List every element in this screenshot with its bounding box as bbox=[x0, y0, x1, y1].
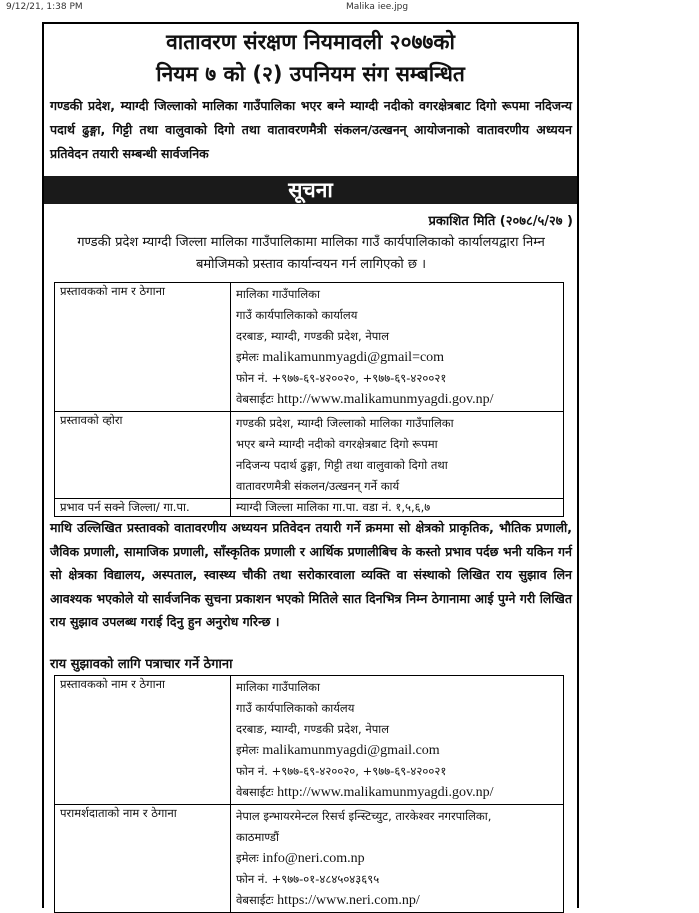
proposal-line: भएर बग्ने म्याग्दी नदीको वगरक्षेत्रबाट दिगो रूपमा bbox=[236, 437, 438, 451]
proponent-label: प्रस्तावकको नाम र ठेगाना bbox=[55, 676, 231, 805]
proponent-label: प्रस्तावकको नाम र ठेगाना bbox=[55, 283, 231, 412]
published-date: प्रकाशित मिति (२०७८/५/२७ ) bbox=[428, 214, 573, 229]
proponent-phone: फोन नं. +९७७-६९-४२००२०, +९७७-६९-४२००२१ bbox=[236, 764, 447, 778]
table-row bbox=[55, 676, 564, 805]
proponent-email: malikamunmyagdi@gmail.com bbox=[262, 743, 440, 758]
correspondence-table bbox=[54, 675, 564, 913]
proponent-line: मालिका गाउँपालिका bbox=[236, 287, 320, 301]
website-label: वेबसाईटः bbox=[236, 785, 274, 799]
affected-area-label: प्रभाव पर्न सक्ने जिल्ला/ गा.पा. bbox=[55, 499, 231, 517]
proponent-details bbox=[231, 283, 564, 412]
consultant-details bbox=[231, 805, 564, 913]
consultant-phone: फोन नं. +९७७-०१-४८४५०४३६९५ bbox=[236, 872, 380, 886]
proponent-line: मालिका गाउँपालिका bbox=[236, 680, 320, 694]
proposal-line: गण्डकी प्रदेश, म्याग्दी जिल्लाको मालिका गाउँपालिका bbox=[236, 416, 454, 430]
correspondence-heading: राय सुझावको लागि पत्राचार गर्ने ठेगाना bbox=[50, 657, 233, 672]
proponent-website: http://www.malikamunmyagdi.gov.np/ bbox=[277, 785, 494, 800]
website-label: वेबसाईटः bbox=[236, 893, 274, 907]
public-notice bbox=[42, 22, 579, 908]
proposal-line: वातावरणमैत्री संकलन/उत्खनन् गर्ने कार्य bbox=[236, 479, 400, 493]
table-row bbox=[55, 412, 564, 499]
proponent-email: malikamunmyagdi@gmail=com bbox=[262, 350, 445, 365]
heading-line-1: वातावरण संरक्षण नियमावली २०७७को bbox=[166, 30, 455, 54]
consultant-line: काठमाण्डौं bbox=[236, 830, 279, 844]
print-filename: Malika iee.jpg bbox=[346, 2, 409, 12]
intro-paragraph: गण्डकी प्रदेश, म्याग्दी जिल्लाको मालिका गाउँपालिका भएर बग्ने म्याग्दी नदीको वगरक्षेत्रबाट दिगो रूपमा नदिजन्य पदार्थ ढुङ्गा, गिट्टी तथा वालुवाको दिगो तथा वातावरणमैत्री संकलन/उत्खनन् आयोजनाको वातावरणीय अध्ययन प्रतिवेदन तयारी सम्बन्धी सार्वजनिक bbox=[50, 98, 572, 161]
print-header bbox=[0, 0, 699, 14]
proposal-label: प्रस्तावको व्होरा bbox=[55, 412, 231, 499]
proposal-details bbox=[231, 412, 564, 499]
email-label: इमेलः bbox=[236, 743, 259, 757]
consultant-line: नेपाल इन्भायरमेन्टल रिसर्च इन्स्टिच्युट, तारकेश्वर नगरपालिका, bbox=[236, 809, 492, 823]
proponent-line: दरबाङ, म्याग्दी, गण्डकी प्रदेश, नेपाल bbox=[236, 329, 390, 343]
table-row bbox=[55, 283, 564, 412]
proponent-website: http://www.malikamunmyagdi.gov.np/ bbox=[277, 392, 494, 407]
email-label: इमेलः bbox=[236, 350, 259, 364]
proposal-table bbox=[54, 282, 564, 517]
consultant-email: info@neri.com.np bbox=[262, 851, 365, 866]
proponent-line: गाउँ कार्यपालिकाको कार्यलय bbox=[236, 701, 355, 715]
proposal-line: नदिजन्य पदार्थ ढुङ्गा, गिट्टी तथा वालुवाको दिगो तथा bbox=[236, 458, 448, 472]
suchana-title: सूचना bbox=[288, 178, 333, 202]
consultant-label: परामर्शदाताको नाम र ठेगाना bbox=[55, 805, 231, 913]
heading-line-2: नियम ७ को (२) उपनियम संग सम्बन्धित bbox=[156, 62, 465, 86]
request-paragraph: माथि उल्लिखित प्रस्तावको वातावरणीय अध्ययन प्रतिवेदन तयारी गर्ने क्रममा सो क्षेत्रको प्राकृतिक, भौतिक प्रणाली, जैविक प्रणाली, सामाजिक प्रणाली, साँस्कृतिक प्रणाली र आर्थिक प्रणालीबिच के कस्तो प्रभाव पर्दछ भनी यकिन गर्न सो क्षेत्रका विद्यालय, अस्पताल, स्वास्थ्य चौकी तथा सरोकारवाला व्यक्ति वा संस्थाको लिखित राय सुझाव लिन आवश्यक भएकोले यो सार्वजनिक सुचना प्रकाशन भएको मितिले सात दिनभित्र निम्न ठेगानामा आई पुग्ने गरी लिखित राय सुझाव उपलब्ध गराई दिनु हुन अनुरोध गरिन्छ । bbox=[50, 520, 572, 629]
consultant-website: https://www.neri.com.np/ bbox=[277, 893, 420, 908]
print-date: 9/12/21, 1:38 PM bbox=[6, 2, 83, 12]
affected-area-value: म्याग्दी जिल्ला मालिका गा.पा. वडा नं. १,५,६,७ bbox=[231, 499, 564, 517]
proponent-line: दरबाङ, म्याग्दी, गण्डकी प्रदेश, नेपाल bbox=[236, 722, 390, 736]
website-label: वेबसाईटः bbox=[236, 392, 274, 406]
email-label: इमेलः bbox=[236, 851, 259, 865]
table-row bbox=[55, 499, 564, 517]
proponent-details bbox=[231, 676, 564, 805]
proponent-phone: फोन नं. +९७७-६९-४२००२०, +९७७-६९-४२००२१ bbox=[236, 371, 447, 385]
lead-paragraph: गण्डकी प्रदेश म्याग्दी जिल्ला मालिका गाउँपालिकामा मालिका गाउँ कार्यपालिकाको कार्यालयद्वारा निम्न बमोजिमको प्रस्ताव कार्यान्वयन गर्न लागिएको छ । bbox=[77, 235, 545, 272]
proponent-line: गाउँ कार्यपालिकाको कार्यालय bbox=[236, 308, 358, 322]
table-row bbox=[55, 805, 564, 913]
